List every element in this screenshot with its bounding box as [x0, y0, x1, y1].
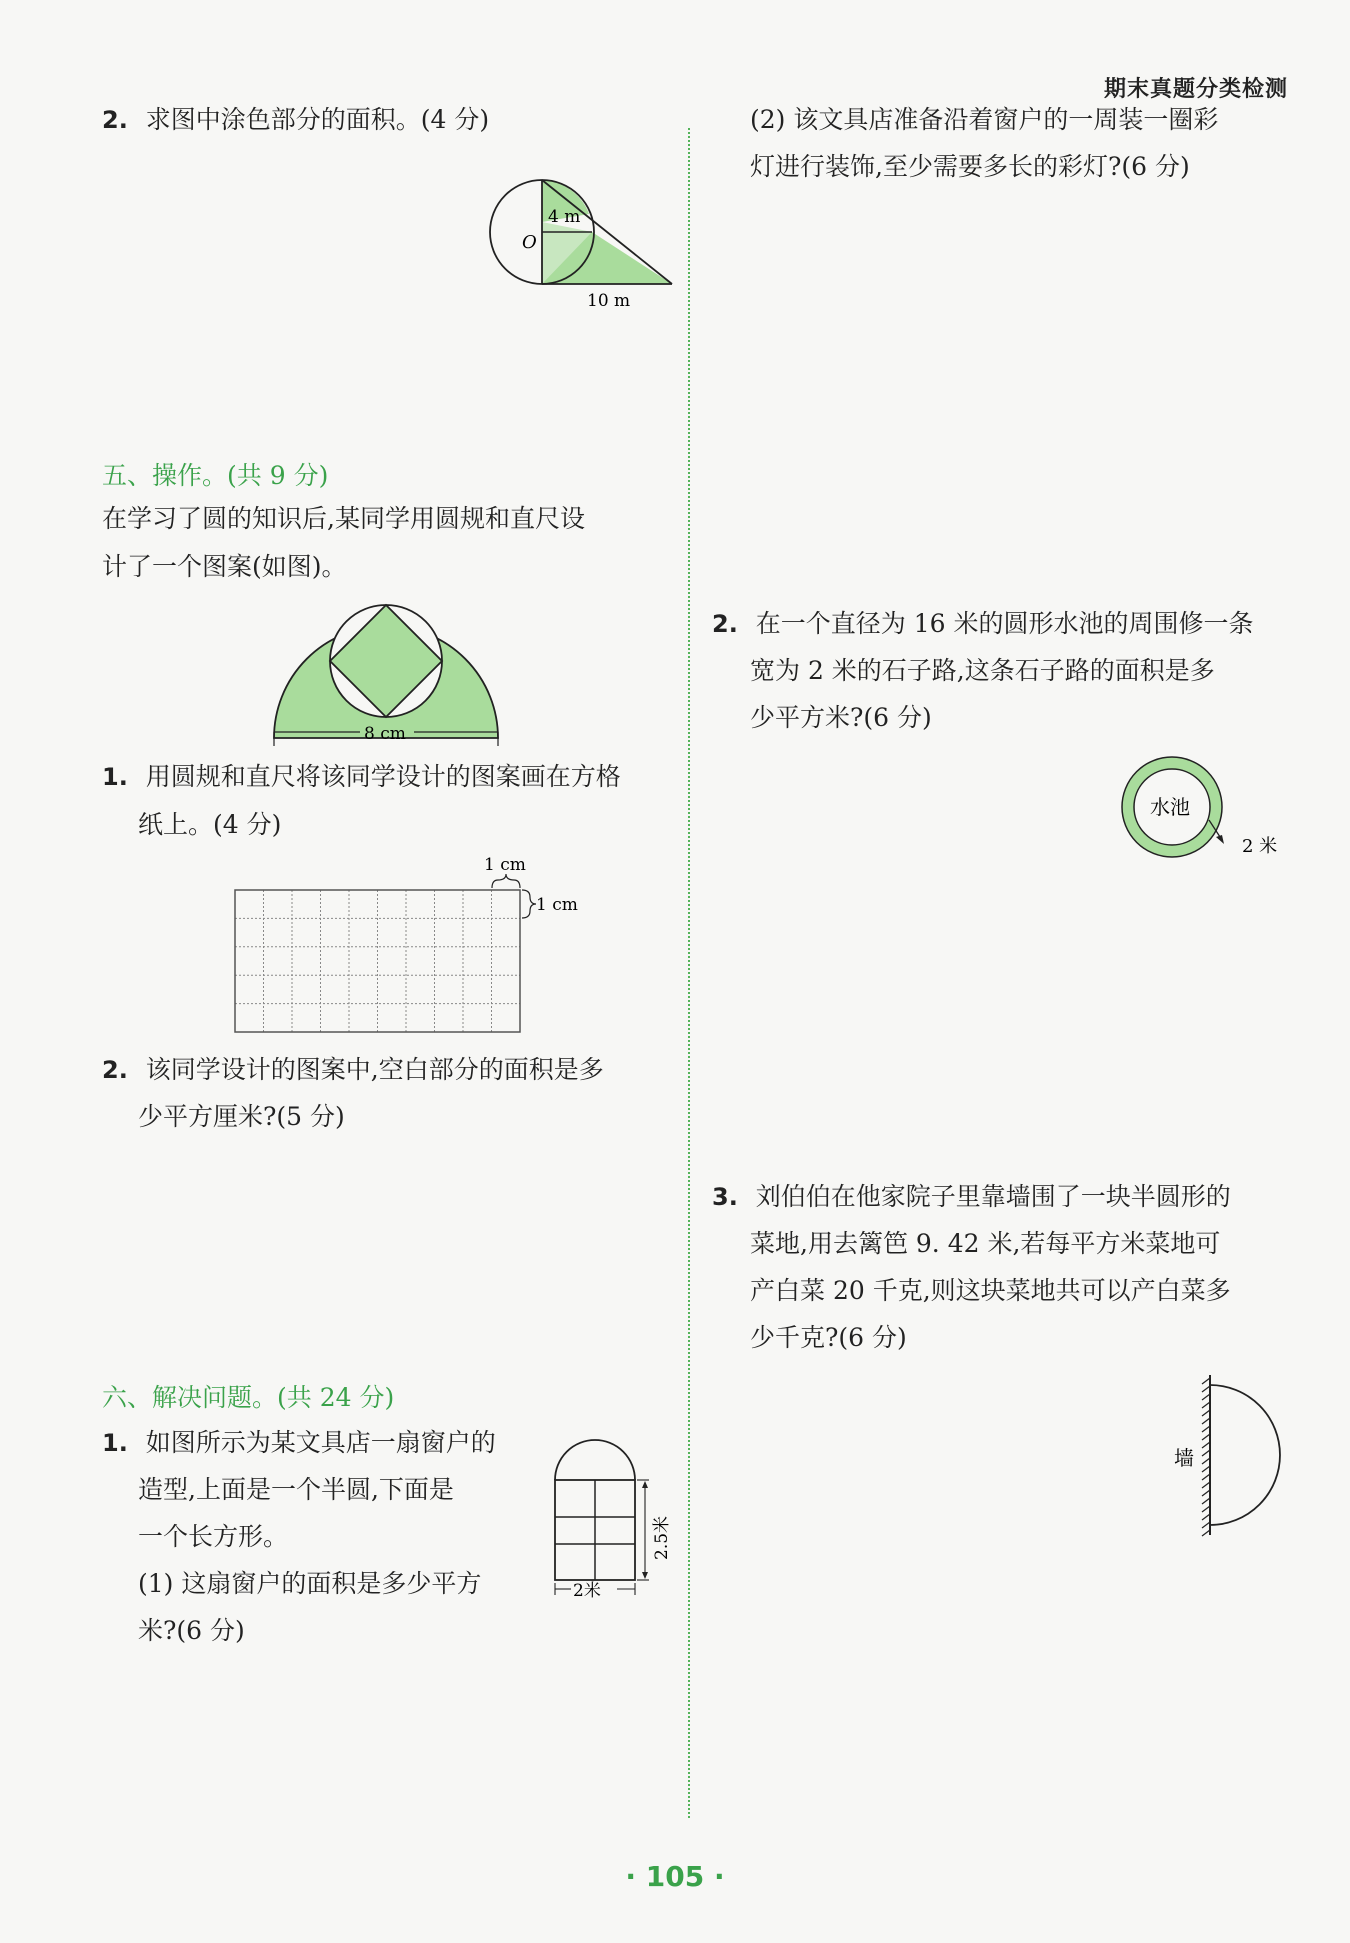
wall-hatch-mark	[1202, 1458, 1210, 1464]
question-text: 如图所示为某文具店一扇窗户的	[145, 1428, 496, 1457]
label-center-o: O	[522, 232, 537, 253]
label-10m: 10 m	[587, 291, 631, 310]
wall-hatch-mark	[1202, 1402, 1210, 1408]
semicircle-pattern-figure	[268, 588, 518, 746]
window-width-label: 2米	[573, 1581, 601, 1601]
problem-2-line-1	[712, 600, 1254, 648]
page-header-title: 期末真题分类检测	[1103, 77, 1288, 102]
wall-hatch-mark	[1202, 1482, 1210, 1488]
operation-1-line-2: 纸上。(4 分)	[138, 810, 282, 839]
problem-1-line-5: 米?(6 分)	[138, 1616, 245, 1645]
wall-hatch-mark	[1202, 1418, 1210, 1424]
wall-hatch-mark	[1202, 1426, 1210, 1432]
question-text: 用圆规和直尺将该同学设计的图案画在方格	[145, 762, 621, 791]
question-number: 2.	[712, 610, 738, 638]
section-6-heading	[102, 1378, 394, 1414]
wall-hatch-mark	[1202, 1378, 1210, 1384]
section-5-heading	[102, 456, 328, 492]
pool-figure	[1112, 752, 1292, 867]
wall-hatch-mark	[1202, 1450, 1210, 1456]
question-number: 3.	[712, 1183, 738, 1211]
problem-3-line-4: 少千克?(6 分)	[750, 1323, 907, 1352]
problem-1-2-line-2: 灯进行装饰,至少需要多长的彩灯?(6 分)	[750, 152, 1190, 181]
question-text: 刘伯伯在他家院子里靠墙围了一块半圆形的	[755, 1182, 1231, 1211]
problem-1-2-line-1: (2) 该文具店准备沿着窗户的一周装一圈彩	[750, 105, 1219, 134]
label-8cm: 8 cm	[364, 724, 406, 744]
problem-2-line-2: 宽为 2 米的石子路,这条石子路的面积是多	[750, 656, 1215, 685]
problem-2-line-3: 少平方米?(6 分)	[750, 703, 932, 732]
side-brace	[522, 890, 536, 918]
window-arch	[555, 1440, 635, 1480]
wall-hatch-mark	[1202, 1434, 1210, 1440]
wall-hatch-mark	[1202, 1498, 1210, 1504]
grid-side-label: 1 cm	[536, 895, 578, 915]
circle-triangle-figure	[480, 170, 680, 310]
problem-1-line-3: 一个长方形。	[138, 1522, 289, 1551]
wall-hatch-mark	[1202, 1394, 1210, 1400]
window-height-label: 2.5米	[652, 1515, 672, 1560]
wall-hatch-mark	[1202, 1474, 1210, 1480]
problem-1-line-2: 造型,上面是一个半圆,下面是	[138, 1475, 454, 1504]
intro-line-1: 在学习了圆的知识后,某同学用圆规和直尺设	[102, 504, 585, 533]
path-width-label: 2 米	[1242, 836, 1278, 857]
section-title: 六、解决问题。	[102, 1383, 278, 1412]
intro-line-2: 计了一个图案(如图)。	[102, 552, 347, 581]
wall-hatch-mark	[1202, 1530, 1210, 1536]
section-points: (共 24 分)	[277, 1383, 395, 1412]
page-number: · 105 ·	[625, 1860, 725, 1893]
question-2-shaded-area	[102, 96, 489, 144]
wall-hatch-mark	[1202, 1506, 1210, 1512]
question-number: 1.	[102, 763, 128, 791]
question-number: 2.	[102, 106, 128, 134]
wall-hatch-mark	[1202, 1490, 1210, 1496]
wall-hatch-mark	[1202, 1386, 1210, 1392]
grid-paper	[230, 850, 590, 1040]
label-4m: 4 m	[548, 207, 581, 227]
semicircle-garden	[1210, 1385, 1280, 1525]
top-brace	[492, 874, 520, 888]
column-divider	[688, 128, 690, 1818]
question-number: 2.	[102, 1056, 128, 1084]
section-title: 五、操作。	[102, 461, 228, 490]
problem-3-line-1	[712, 1173, 1231, 1221]
problem-1-line-4: (1) 这扇窗户的面积是多少平方	[138, 1569, 482, 1598]
question-text: 求图中涂色部分的面积。(4 分)	[145, 105, 490, 134]
problem-3-line-3: 产白菜 20 千克,则这块菜地共可以产白菜多	[750, 1276, 1231, 1305]
problem-1-line-1	[102, 1419, 496, 1467]
operation-2-line-1	[102, 1046, 604, 1094]
window-figure	[545, 1425, 685, 1605]
wall-hatch-mark	[1202, 1514, 1210, 1520]
wall-hatch-mark	[1202, 1522, 1210, 1528]
grid-top-label: 1 cm	[484, 855, 526, 875]
operation-2-line-2: 少平方厘米?(5 分)	[138, 1102, 345, 1131]
pool-label: 水池	[1150, 795, 1190, 819]
problem-3-line-2: 菜地,用去篱笆 9. 42 米,若每平方米菜地可	[750, 1229, 1221, 1258]
wall-hatch-mark	[1202, 1466, 1210, 1472]
section-points: (共 9 分)	[227, 461, 329, 490]
wall-hatch-mark	[1202, 1442, 1210, 1448]
wall-label: 墙	[1174, 1446, 1194, 1470]
operation-1-line-1	[102, 753, 621, 801]
wall-garden-figure	[1168, 1370, 1288, 1540]
question-number: 1.	[102, 1429, 128, 1457]
wall-hatch-mark	[1202, 1410, 1210, 1416]
question-text: 在一个直径为 16 米的圆形水池的周围修一条	[755, 609, 1254, 638]
question-text: 该同学设计的图案中,空白部分的面积是多	[145, 1055, 604, 1084]
